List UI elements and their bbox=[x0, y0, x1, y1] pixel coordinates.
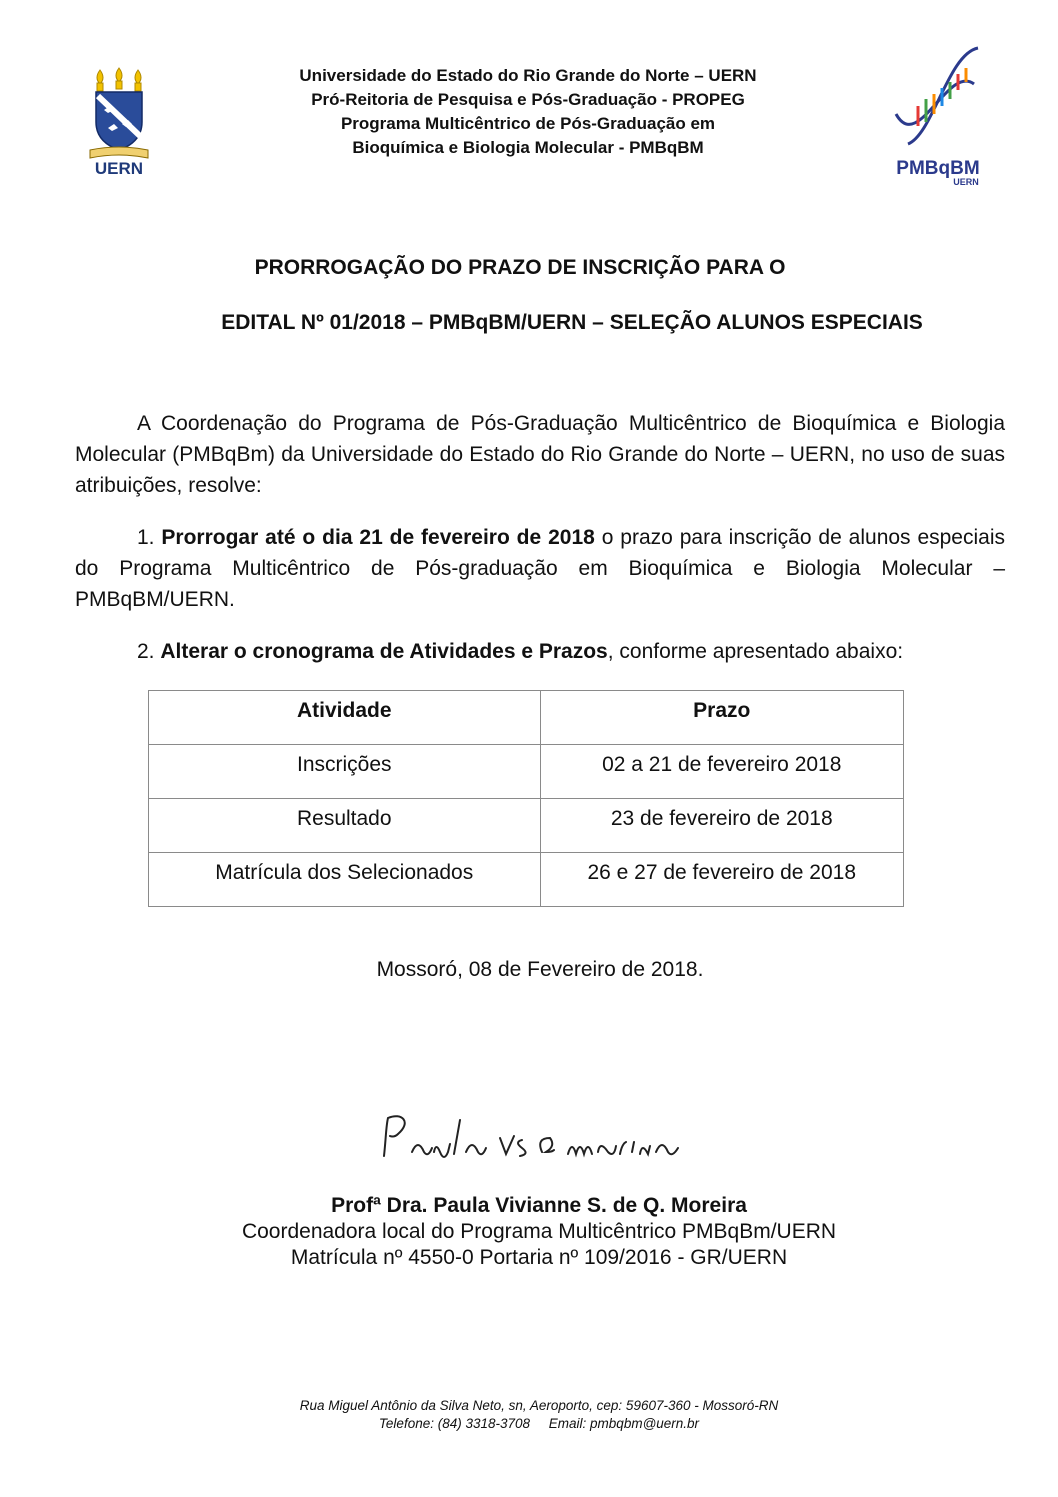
item-1-paragraph bbox=[75, 522, 1005, 615]
table-cell-activity: Inscrições bbox=[149, 745, 541, 799]
table-cell-activity: Resultado bbox=[149, 799, 541, 853]
pmbqbm-logo bbox=[888, 44, 988, 188]
intro-text: A Coordenação do Programa de Pós-Graduação Multicêntrico de Bioquímica e Biologia Molecular (PMBqBm) da Universidade do Estado do Rio Grande do Norte – UERN, no uso de suas atribuições, resolve: bbox=[75, 412, 1005, 497]
table-header-deadline: Prazo bbox=[540, 691, 904, 745]
pmbqbm-logo-subtext: UERN bbox=[953, 177, 979, 187]
item-1-text: o prazo para inscrição de alunos especiais do Programa Multicêntrico de Pós-graduação em Bioquímica e Biologia Molecular – PMBqBM/UERN. bbox=[75, 526, 1005, 611]
title-line-1: PRORROGAÇÃO DO PRAZO DE INSCRIÇÃO PARA O bbox=[254, 256, 786, 279]
intro-paragraph bbox=[75, 408, 1005, 501]
table-header-row bbox=[149, 691, 904, 745]
schedule-table bbox=[148, 690, 904, 907]
item-1-bold: Prorrogar até o dia 21 de fevereiro de 2018 bbox=[161, 526, 595, 549]
handwritten-signature bbox=[372, 1108, 702, 1178]
header-line-propeg: Pró-Reitoria de Pesquisa e Pós-Graduação - PROPEG bbox=[311, 90, 745, 109]
footer-contact: Telefone: (84) 3318-3708 Email: pmbqbm@uern.br bbox=[378, 1416, 700, 1431]
table-cell-deadline: 26 e 27 de fevereiro de 2018 bbox=[540, 853, 904, 907]
pmbqbm-logo-text: PMBqBM bbox=[896, 158, 980, 179]
item-2-number: 2. bbox=[137, 640, 155, 663]
item-2-text: , conforme apresentado abaixo: bbox=[607, 640, 904, 663]
table-cell-deadline: 02 a 21 de fevereiro 2018 bbox=[540, 745, 904, 799]
item-1-number: 1. bbox=[137, 526, 155, 549]
table-row bbox=[149, 853, 904, 907]
date-line: Mossoró, 08 de Fevereiro de 2018. bbox=[376, 958, 704, 981]
uern-logo bbox=[86, 66, 152, 178]
table-cell-deadline: 23 de fevereiro de 2018 bbox=[540, 799, 904, 853]
footer-address: Rua Miguel Antônio da Silva Neto, sn, Aeroporto, cep: 59607-360 - Mossoró-RN bbox=[299, 1398, 779, 1413]
table-row bbox=[149, 799, 904, 853]
item-2-bold: Alterar o cronograma de Atividades e Prazos bbox=[160, 640, 608, 663]
item-2-paragraph bbox=[75, 636, 1005, 667]
signatory-role: Coordenadora local do Programa Multicêntrico PMBqBm/UERN bbox=[241, 1220, 837, 1243]
header-line-program: Programa Multicêntrico de Pós-Graduação em bbox=[340, 114, 716, 133]
table-row bbox=[149, 745, 904, 799]
uern-logo-text: UERN bbox=[94, 159, 144, 178]
title-line-2: EDITAL Nº 01/2018 – PMBqBM/UERN – SELEÇÃO ALUNOS ESPECIAIS bbox=[221, 311, 923, 334]
table-cell-activity: Matrícula dos Selecionados bbox=[149, 853, 541, 907]
signatory-name: Profª Dra. Paula Vivianne S. de Q. Moreira bbox=[331, 1194, 747, 1217]
header-line-biochem: Bioquímica e Biologia Molecular - PMBqBM bbox=[352, 138, 704, 157]
header-line-university: Universidade do Estado do Rio Grande do Norte – UERN bbox=[299, 66, 757, 85]
table-header-activity: Atividade bbox=[149, 691, 541, 745]
signatory-registration: Matrícula nº 4550-0 Portaria nº 109/2016 - GR/UERN bbox=[290, 1246, 788, 1269]
